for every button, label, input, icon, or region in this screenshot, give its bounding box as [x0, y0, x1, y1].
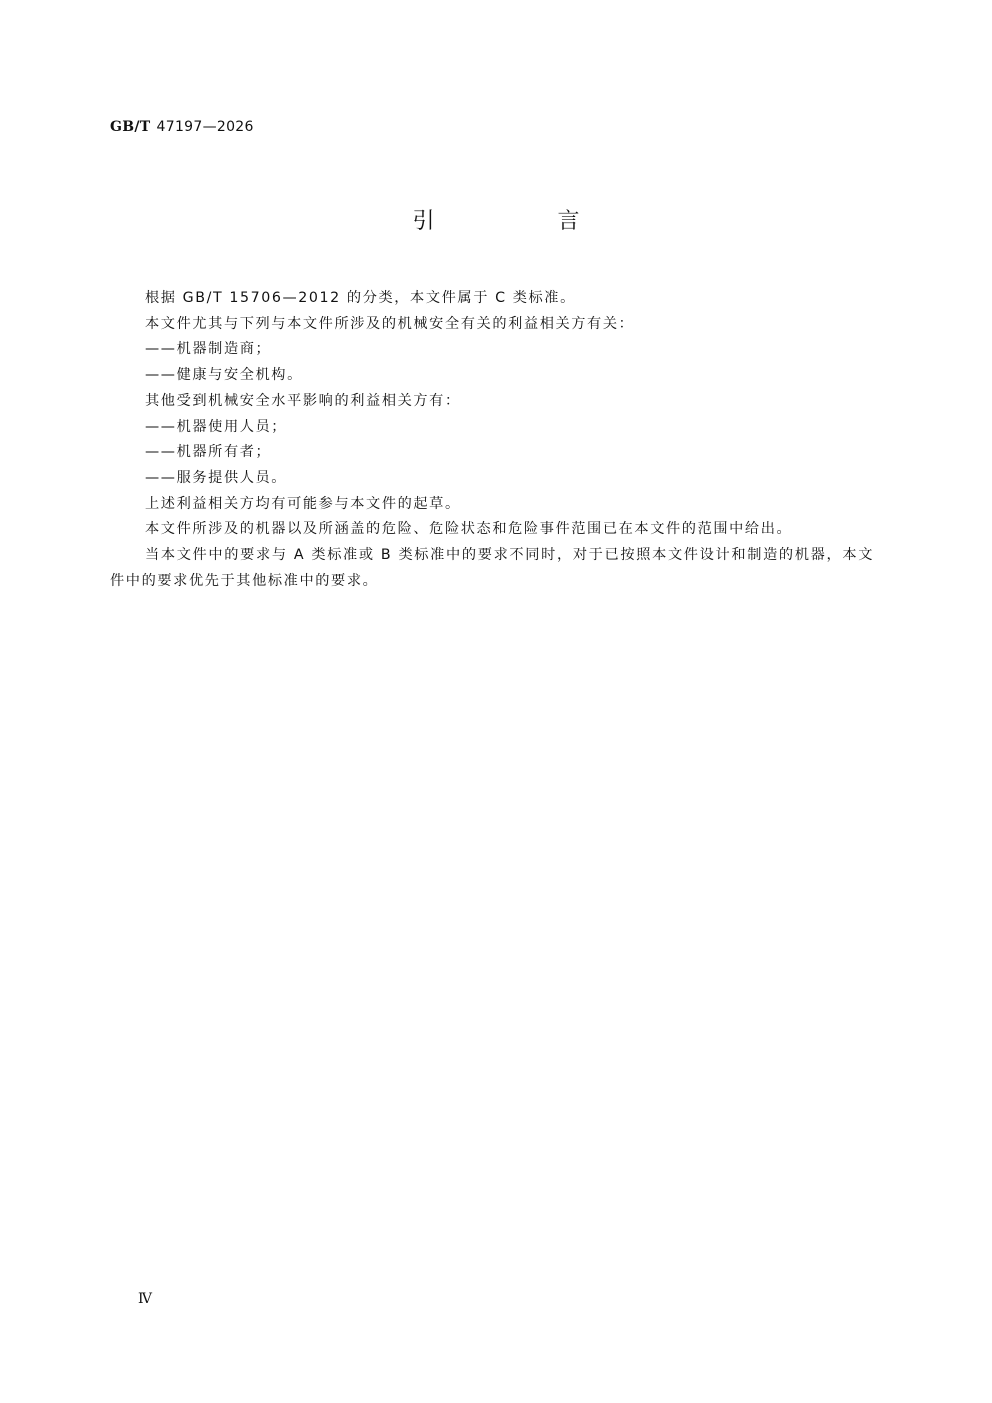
- document-body: [110, 286, 874, 594]
- standard-code: GB/T: [110, 119, 151, 135]
- paragraph-other-stakeholders: 其他受到机械安全水平影响的利益相关方有：: [145, 392, 461, 409]
- paragraph-classification: 根据 GB/T 15706—2012 的分类，本文件属于 C 类标准。: [145, 290, 576, 306]
- list-item: ——机器使用人员；: [145, 418, 288, 435]
- page-number: Ⅳ: [138, 1291, 152, 1307]
- list-item: ——机器制造商；: [145, 341, 272, 358]
- paragraph-scope: 本文件所涉及的机器以及所涵盖的危险、危险状态和危险事件范围已在本文件的范围中给出。: [145, 521, 793, 538]
- paragraph-drafting: 上述利益相关方均有可能参与本文件的起草。: [145, 495, 461, 512]
- paragraph-precedence: 当本文件中的要求与 A 类标准或 B 类标准中的要求不同时，对于已按照本文件设计和制造的机器，本文件中的要求优先于其他标准中的要求。: [110, 547, 874, 589]
- list-item: ——机器所有者；: [145, 444, 272, 461]
- paragraph-stakeholders-intro: 本文件尤其与下列与本文件所涉及的机械安全有关的利益相关方有关：: [145, 315, 635, 332]
- list-item: ——服务提供人员。: [145, 469, 288, 486]
- list-item: ——健康与安全机构。: [145, 367, 303, 384]
- page-title: 引 言: [412, 209, 638, 234]
- standard-header: [110, 119, 254, 135]
- standard-number: 47197—2026: [156, 119, 254, 135]
